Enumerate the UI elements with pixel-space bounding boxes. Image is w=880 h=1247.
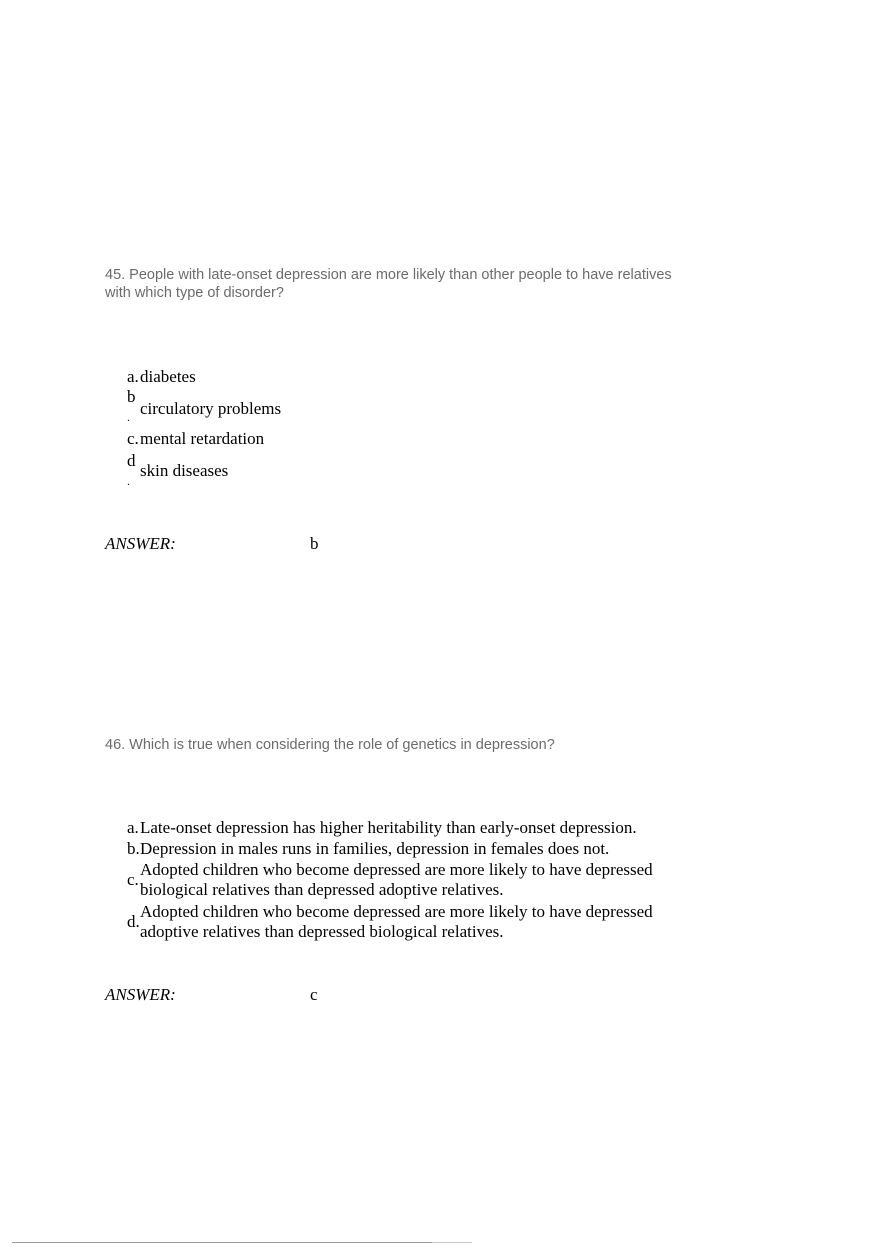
option-letter: d.	[127, 912, 140, 931]
option-text: mental retardation	[140, 429, 265, 448]
option-letter-dot: .	[127, 474, 130, 488]
footer-rule	[12, 1242, 472, 1243]
option-text: Depression in males runs in families, depression in females does not.	[140, 839, 610, 858]
option-45-b-letter	[127, 387, 139, 424]
option-text: skin diseases	[140, 461, 229, 480]
question-46-stem: 46. Which is true when considering the role of genetics in depression?	[105, 737, 555, 753]
option-text: diabetes	[140, 367, 196, 386]
option-letter-dot: .	[127, 410, 130, 424]
option-letter: b	[127, 387, 136, 406]
answer-label: ANSWER:	[105, 534, 176, 553]
answer-value: c	[310, 985, 318, 1004]
option-letter: a.	[127, 367, 139, 386]
option-text-line-1: Adopted children who become depressed are more likely to have depressed	[140, 860, 653, 879]
option-text-line-1: Adopted children who become depressed are more likely to have depressed	[140, 902, 653, 921]
question-45-stem: 45. People with late-onset depression are more likely than other people to have relatives with which type of disorder?	[105, 267, 672, 301]
option-letter: a.	[127, 818, 139, 837]
option-letter: d	[127, 451, 136, 470]
option-letter: b.	[127, 839, 140, 858]
option-45-d-letter	[127, 451, 139, 488]
option-text-line-2: adoptive relatives than depressed biological relatives.	[140, 922, 504, 941]
option-letter: c.	[127, 870, 139, 889]
option-text: circulatory problems	[140, 399, 282, 418]
option-text: Late-onset depression has higher heritability than early-onset depression.	[140, 818, 637, 837]
answer-value: b	[310, 534, 319, 553]
option-text-line-2: biological relatives than depressed adoptive relatives.	[140, 880, 504, 899]
option-letter: c.	[127, 429, 139, 448]
answer-label: ANSWER:	[105, 985, 176, 1004]
footer-rule-tail	[432, 1242, 472, 1243]
